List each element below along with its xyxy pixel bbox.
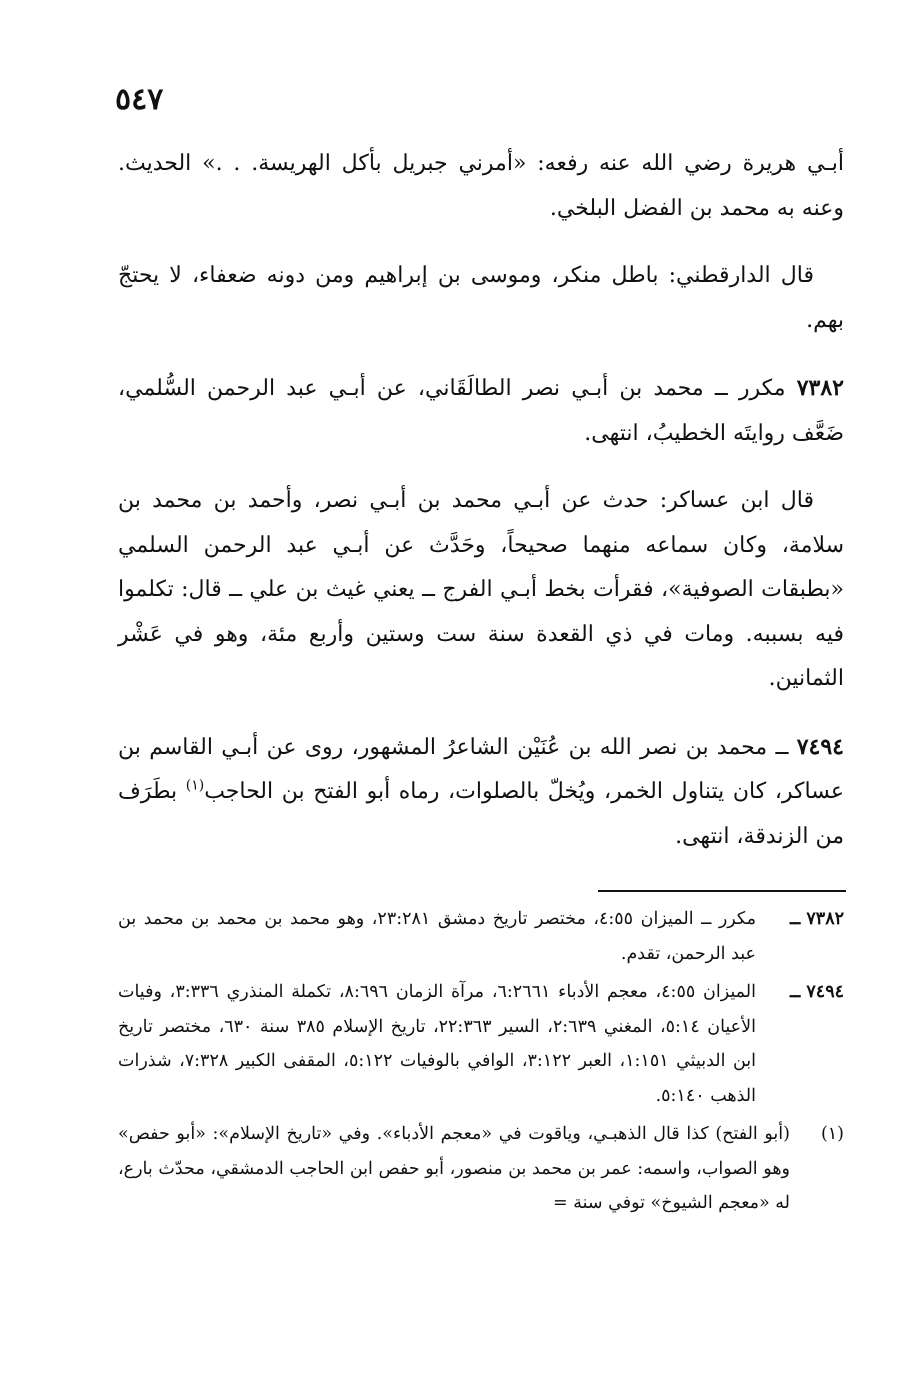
note-label: ٧٣٨٢ ــ: [790, 909, 844, 929]
footnote-text: (أبو الفتح) كذا قال الذهبـي، وياقوت في «معجم الأدباء». وفي «تاريخ الإسلام»: «أبو حفص» وهو الصواب، واسمه: عمر بن محمد بن منصور، أبو حفص ابن الحاجب الدمشقي، محدّث بارع، له «معجم الشيوخ» توفي سنة =: [118, 1124, 790, 1213]
main-text: [118, 142, 844, 882]
page-number: ٥٤٧: [115, 82, 164, 117]
source-note-7494: [118, 975, 844, 1113]
entry-number: ٧٤٩٤: [796, 733, 844, 760]
entry-text-end: بطَرَف من الزندقة، انتهى.: [118, 779, 844, 849]
entry-7382: [118, 366, 844, 456]
note-text: مكرر ــ الميزان ٤:٥٥، مختصر تاريخ دمشق ٢٣:٢٨١، وهو محمد بن محمد بن محمد بن عبد الرحمن، تقدم.: [118, 909, 756, 964]
footnotes: [118, 902, 844, 1225]
paragraph-ibn-asakir: قال ابن عساكر: حدث عن أبـي محمد بن أبـي نصر، وأحمد بن محمد بن سلامة، وكان سماعه منهما صحيحاً، وحَدَّث عن أبـي عبد الرحمن السلمي «بطبقات الصوفية»، فقرأت بخط أبـي الفرج ــ يعني غيث بن علي ــ قال: تكلموا فيه بسببه. ومات في ذي القعدة سنة ست وستين وأربع مئة، وهو في عَشْر الثمانين.: [118, 488, 844, 691]
entry-number: ٧٣٨٢: [796, 375, 844, 401]
entry-text: مكرر ــ محمد بن أبـي نصر الطالَقَاني، عن أبـي عبد الرحمن السُّلمي، ضَعَّف روايتَه الخطيبُ، انتهى.: [118, 376, 844, 446]
paragraph-hadith: أبـي هريرة رضي الله عنه رفعه: «أمرني جبريل بأكل الهريسة. . .» الحديث. وعنه به محمد بن الفضل البلخي.: [118, 151, 844, 221]
entry-7494: [118, 725, 844, 860]
paragraph-daraqutni: قال الدارقطني: باطل منكر، وموسى بن إبراهيم ومن دونه ضعفاء، لا يحتجّ بهم.: [118, 263, 844, 333]
footnote-divider: [598, 890, 846, 892]
source-note-7382: [118, 902, 844, 971]
footnote-1: [118, 1117, 844, 1221]
footnote-marker: (١): [185, 777, 205, 794]
footnote-label: (١): [820, 1124, 844, 1144]
entry-text: ــ محمد بن نصر الله بن عُنَيْن الشاعرُ المشهور، روى عن أبـي القاسم بن عساكر، كان يتناول الخمر، ويُخلّ بالصلوات، رماه أبو الفتح بن الحاجب: [118, 734, 844, 804]
note-label: ٧٤٩٤ ــ: [790, 982, 844, 1002]
note-text: الميزان ٤:٥٥، معجم الأدباء ٦:٢٦٦١، مرآة الزمان ٨:٦٩٦، تكملة المنذري ٣:٣٣٦، وفيات الأعيان ٥:١٤، المغني ٢:٦٣٩، السير ٢٢:٣٦٣، تاريخ الإسلام ٣٨٥ سنة ٦٣٠، مختصر تاريخ ابن الدبيثي ١:١٥١، العبر ٣:١٢٢، الوافي بالوفيات ٥:١٢٢، المقفى الكبير ٧:٣٢٨، شذرات الذهب ٥:١٤٠.: [118, 982, 756, 1106]
